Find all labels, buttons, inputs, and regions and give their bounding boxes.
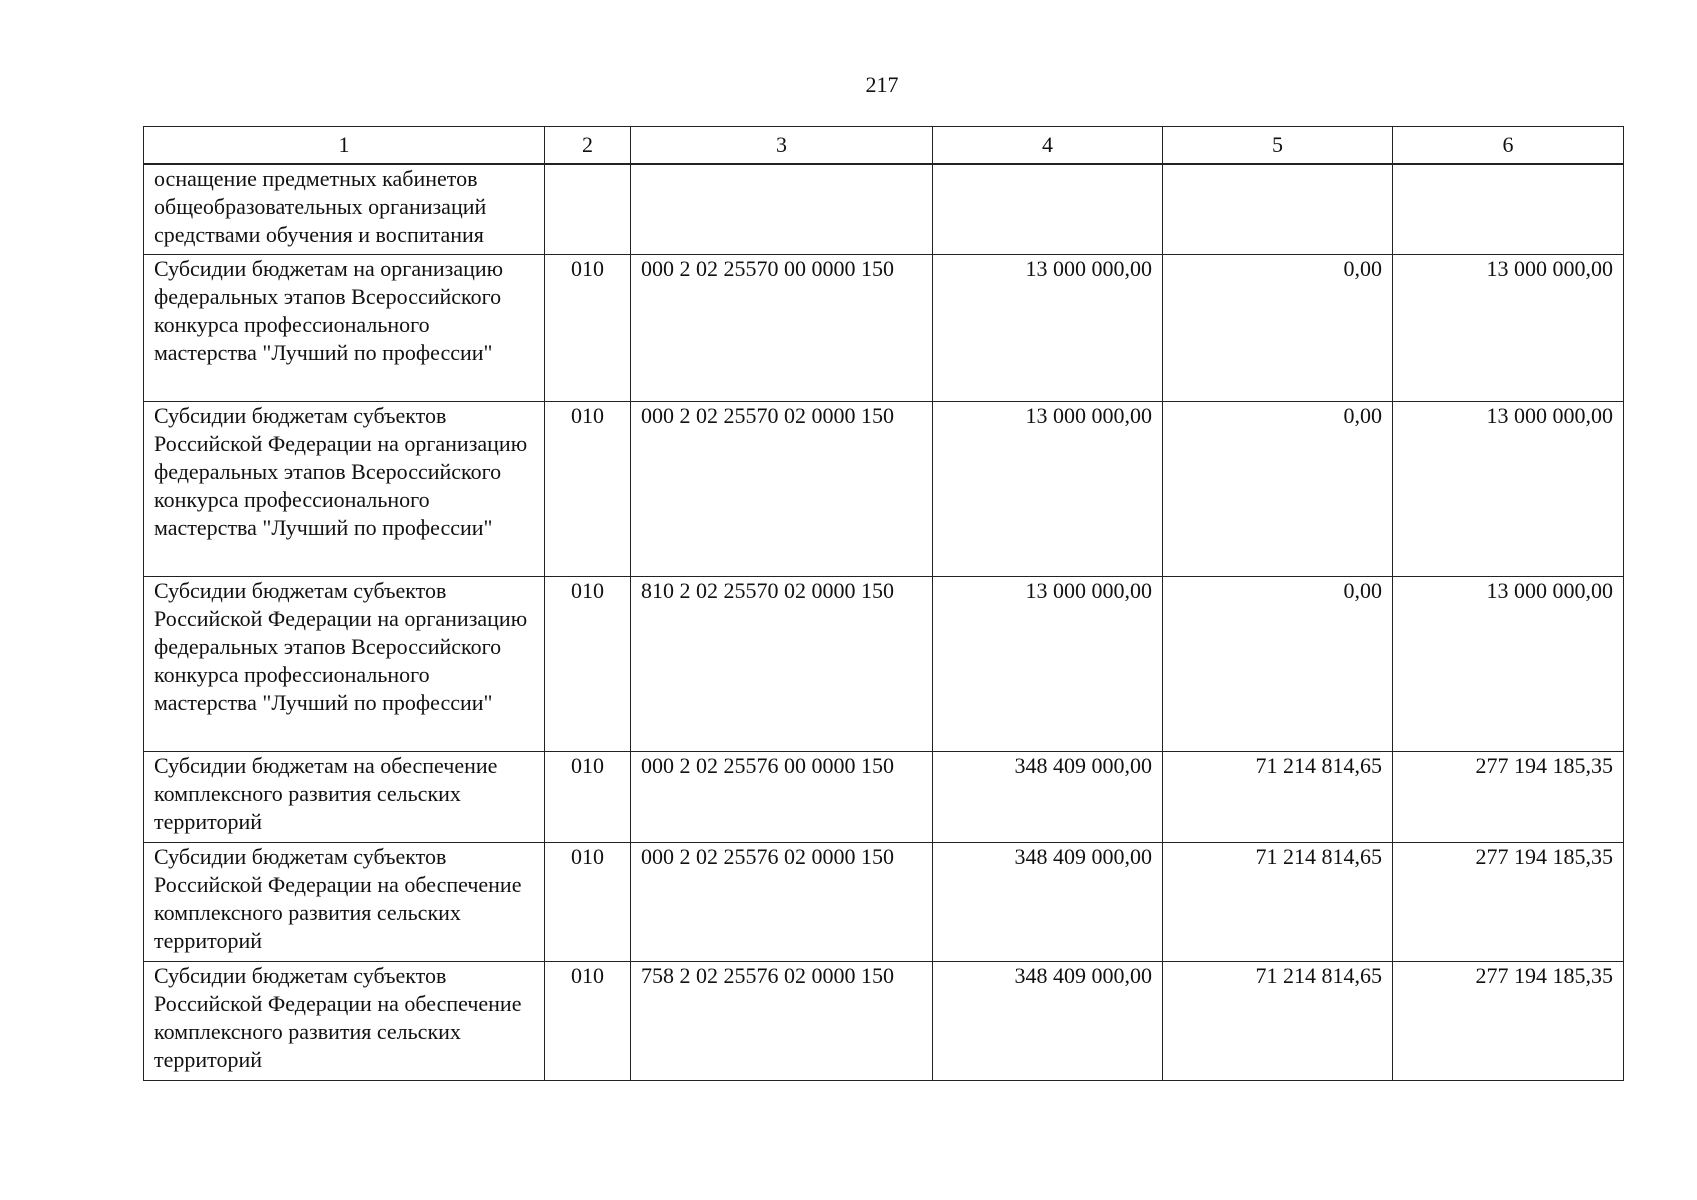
row-description: Субсидии бюджетам на организацию федеральных этапов Всероссийского конкурса профессионального мастерства "Лучший по профессии"	[144, 254, 545, 401]
row-col6: 13 000 000,00	[1393, 576, 1624, 751]
row-col4: 348 409 000,00	[933, 842, 1163, 961]
row-description: Субсидии бюджетам субъектов Российской Федерации на обеспечение комплексного развития сельских территорий	[144, 842, 545, 961]
row-col6	[1393, 164, 1624, 254]
row-code: 010	[545, 751, 631, 842]
row-col6: 13 000 000,00	[1393, 401, 1624, 576]
row-col5: 0,00	[1163, 254, 1393, 401]
row-col6: 277 194 185,35	[1393, 751, 1624, 842]
row-code: 010	[545, 961, 631, 1080]
row-col5: 71 214 814,65	[1163, 842, 1393, 961]
row-col5	[1163, 164, 1393, 254]
column-header-2: 2	[545, 127, 631, 165]
row-col4	[933, 164, 1163, 254]
table-row	[144, 751, 1624, 842]
row-col5: 71 214 814,65	[1163, 751, 1393, 842]
row-kbk: 758 2 02 25576 02 0000 150	[631, 961, 933, 1080]
row-col4: 13 000 000,00	[933, 401, 1163, 576]
row-col5: 0,00	[1163, 401, 1393, 576]
column-header-6: 6	[1393, 127, 1624, 165]
row-kbk: 000 2 02 25576 02 0000 150	[631, 842, 933, 961]
table-header-row	[144, 127, 1624, 165]
row-code: 010	[545, 576, 631, 751]
row-kbk: 000 2 02 25570 02 0000 150	[631, 401, 933, 576]
row-description: Субсидии бюджетам субъектов Российской Федерации на обеспечение комплексного развития сельских территорий	[144, 961, 545, 1080]
column-header-5: 5	[1163, 127, 1393, 165]
row-kbk: 810 2 02 25570 02 0000 150	[631, 576, 933, 751]
column-header-4: 4	[933, 127, 1163, 165]
row-col5: 0,00	[1163, 576, 1393, 751]
row-col4: 13 000 000,00	[933, 254, 1163, 401]
row-col6: 277 194 185,35	[1393, 961, 1624, 1080]
row-description: оснащение предметных кабинетов общеобразовательных организаций средствами обучения и воспитания	[144, 164, 545, 254]
table-row	[144, 164, 1624, 254]
row-kbk: 000 2 02 25570 00 0000 150	[631, 254, 933, 401]
column-header-3: 3	[631, 127, 933, 165]
table-row	[144, 254, 1624, 401]
row-code	[545, 164, 631, 254]
row-code: 010	[545, 254, 631, 401]
row-code: 010	[545, 842, 631, 961]
table-row	[144, 401, 1624, 576]
row-col4: 348 409 000,00	[933, 961, 1163, 1080]
row-code: 010	[545, 401, 631, 576]
table-row	[144, 842, 1624, 961]
column-header-1: 1	[144, 127, 545, 165]
row-col6: 13 000 000,00	[1393, 254, 1624, 401]
row-kbk	[631, 164, 933, 254]
table-row	[144, 961, 1624, 1080]
row-kbk: 000 2 02 25576 00 0000 150	[631, 751, 933, 842]
row-col5: 71 214 814,65	[1163, 961, 1393, 1080]
row-description: Субсидии бюджетам на обеспечение комплексного развития сельских территорий	[144, 751, 545, 842]
page-number: 217	[865, 72, 899, 97]
row-col4: 13 000 000,00	[933, 576, 1163, 751]
row-description: Субсидии бюджетам субъектов Российской Федерации на организацию федеральных этапов Всероссийского конкурса профессионального мастерства "Лучший по профессии"	[144, 401, 545, 576]
table-row	[144, 576, 1624, 751]
row-col6: 277 194 185,35	[1393, 842, 1624, 961]
row-description: Субсидии бюджетам субъектов Российской Федерации на организацию федеральных этапов Всероссийского конкурса профессионального мастерства "Лучший по профессии"	[144, 576, 545, 751]
row-col4: 348 409 000,00	[933, 751, 1163, 842]
budget-table	[143, 126, 1624, 1081]
